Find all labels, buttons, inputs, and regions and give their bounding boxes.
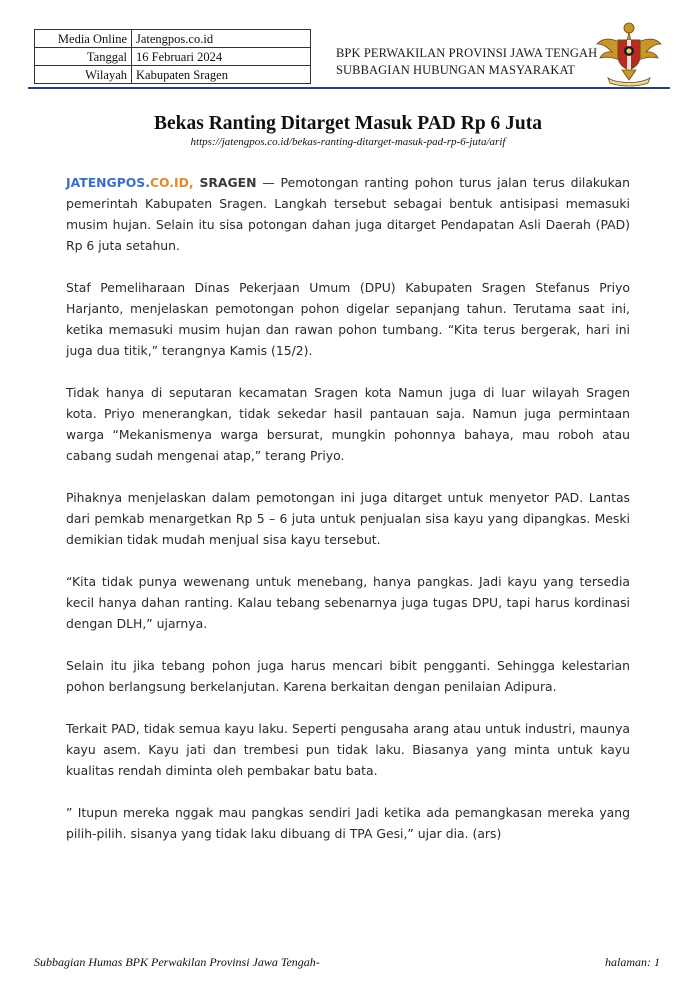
paragraph: ” Itupun mereka nggak mau pangkas sendiri Jadi ketika ada pemangkasan mereka yang pilih-pilih. sisanya yang tidak laku dibuang di TPA Gesi,” ujar dia. (ars) xyxy=(66,805,630,841)
meta-row-region xyxy=(35,66,311,84)
article-title: Bekas Ranting Ditarget Masuk PAD Rp 6 Juta xyxy=(153,113,543,134)
paragraph: “Kita tidak punya wewenang untuk menebang, hanya pangkas. Jadi kayu yang tersedia kecil hanya dahan ranting. Kalau tebang sebenarnya juga tugas DPU, tapi harus kordinasi dengan DLH,” ujarnya. xyxy=(66,574,630,631)
article-body xyxy=(66,172,630,865)
meta-value: Kabupaten Sragen xyxy=(132,66,311,84)
paragraph: Terkait PAD, tidak semua kayu laku. Seperti pengusaha arang atau untuk industri, maunya kayu asem. Kayu jati dan trembesi pun tidak laku. Biasanya yang minta untuk kayu kualitas rendah diminta oleh pembakar batu bata. xyxy=(66,721,630,778)
dateline-city: SRAGEN xyxy=(199,175,257,190)
meta-label: Media Online xyxy=(35,30,132,48)
source-brand-domain: CO.ID, xyxy=(149,175,194,190)
org-line-2: SUBBAGIAN HUBUNGAN MASYARAKAT xyxy=(336,63,576,77)
paragraph: Pihaknya menjelaskan dalam pemotongan ini juga ditarget untuk menyetor PAD. Lantas dari pemkab menargetkan Rp 5 – 6 juta untuk penjualan sisa kayu yang dipangkas. Meski demikian tidak mudah menjual sisa kayu tersebut. xyxy=(66,490,630,547)
meta-label: Wilayah xyxy=(35,66,132,84)
footer-department: Subbagian Humas BPK Perwakilan Provinsi Jawa Tengah- xyxy=(34,955,320,969)
header-divider xyxy=(28,87,670,89)
lead-paragraph xyxy=(66,172,630,256)
paragraph: Selain itu jika tebang pohon juga harus mencari bibit pengganti. Sehingga kelestarian pohon berlangsung berkelanjutan. Karena berkaitan dengan penilaian Adipura. xyxy=(66,658,630,694)
footer-page-number: halaman: 1 xyxy=(605,955,660,969)
metadata-table xyxy=(34,29,311,84)
org-line-1: BPK PERWAKILAN PROVINSI JAWA TENGAH xyxy=(336,46,598,60)
meta-row-date xyxy=(35,48,311,66)
organization-heading xyxy=(336,45,597,79)
paragraph: Tidak hanya di seputaran kecamatan Sragen kota Namun juga di luar wilayah Sragen kota. Priyo menerangkan, tidak sekedar hasil pantauan saja. Namun juga permintaan warga “Mekanismenya warga bersurat, mungkin pohonnya bahaya, mau roboh atau cabang sudah mengenai atap,” terang Priyo. xyxy=(66,385,630,463)
meta-label: Tanggal xyxy=(35,48,132,66)
source-brand: JATENGPOS. xyxy=(66,175,150,190)
meta-row-media xyxy=(35,30,311,48)
meta-value: Jatengpos.co.id xyxy=(132,30,311,48)
garuda-emblem-icon xyxy=(594,18,664,88)
meta-value: 16 Februari 2024 xyxy=(132,48,311,66)
paragraph: Staf Pemeliharaan Dinas Pekerjaan Umum (DPU) Kabupaten Sragen Stefanus Priyo Harjanto, menjelaskan pemotongan pohon digelar sepanjang tahun. Terutama saat ini, ketika memasuki musim hujan dan rawan pohon tumbang. “Kita terus bergerak, hari ini juga dua titik,” terangnya Kamis (15/2). xyxy=(66,280,630,358)
article-url: https://jatengpos.co.id/bekas-ranting-ditarget-masuk-pad-rp-6-juta/arif xyxy=(190,136,506,148)
lead-text: — Pemotongan ranting pohon turus jalan terus dilakukan pemerintah Kabupaten Sragen. Langkah tersebut sebagai bentuk antisipasi memasuki musim hujan. Selain itu sisa potongan dahan juga ditarget Pendapatan Asli Daerah (PAD) Rp 6 juta setahun. xyxy=(66,175,630,253)
